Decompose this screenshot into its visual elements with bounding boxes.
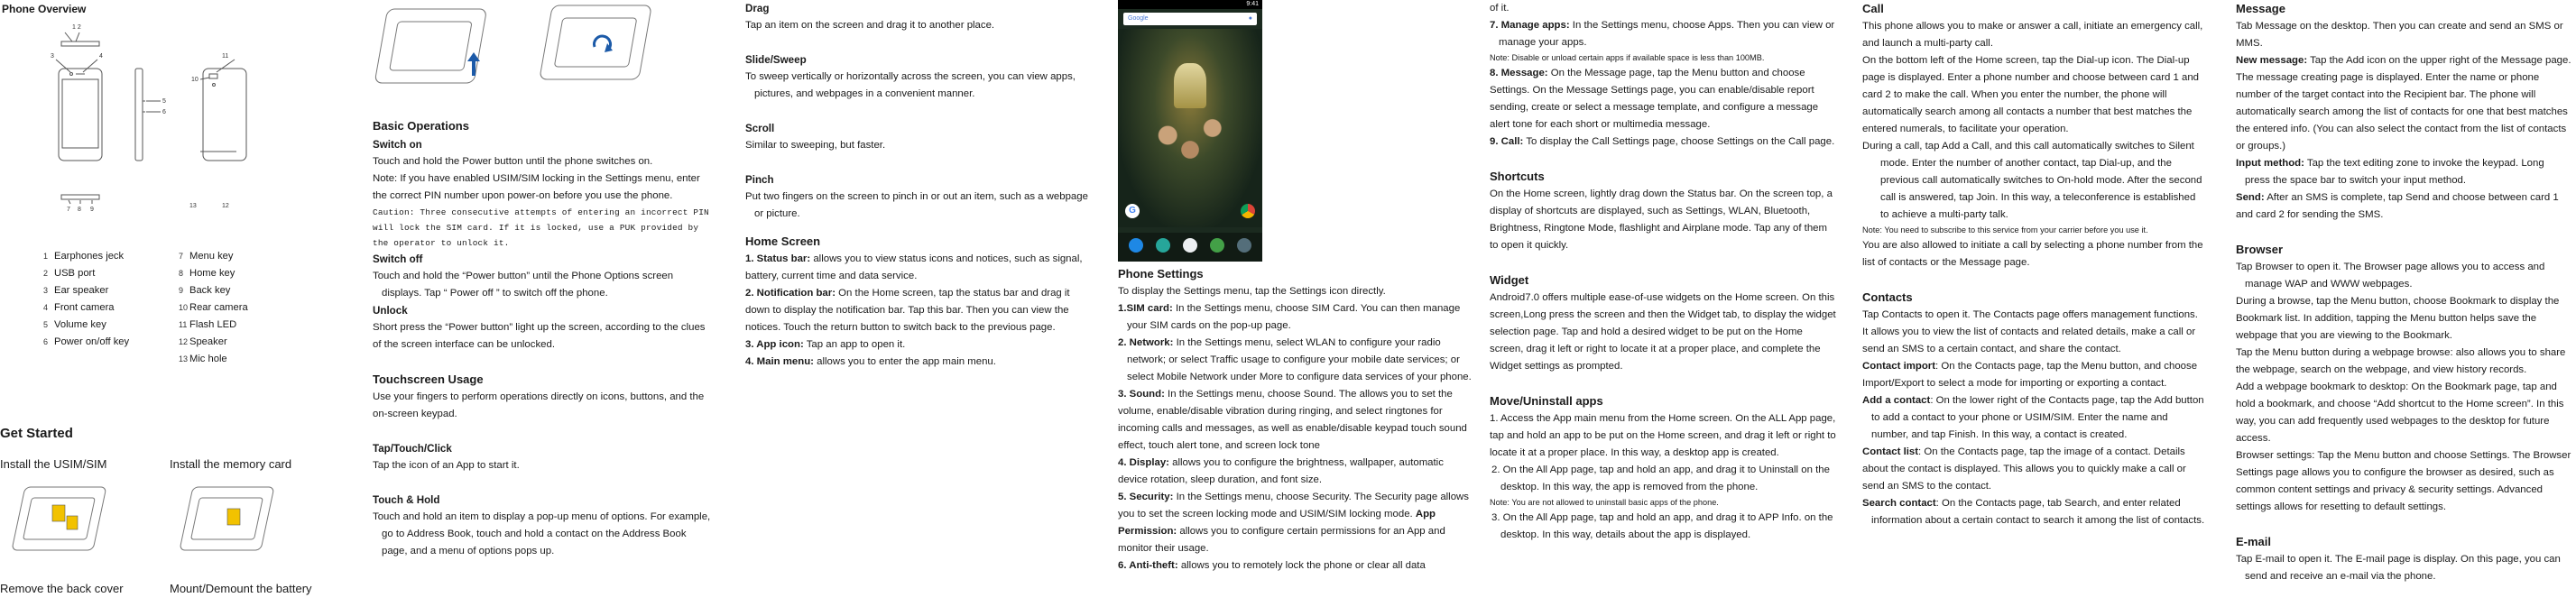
legend-label: Ear speaker	[54, 284, 109, 296]
email-text: Tap E-mail to open it. The E-mail page is display. On this page, you can send and receive an e-mail via the phone.	[2236, 554, 2561, 582]
legend-row	[43, 333, 129, 350]
switch-off-text: Touch and hold the “Power button” until the Phone Options screen displays. Tap “ Power off ” to switch off the phone.	[373, 271, 674, 299]
label-13: 13	[189, 203, 197, 209]
messages-app-icon[interactable]	[1210, 238, 1224, 253]
phone-overview-diagram	[0, 14, 361, 249]
column-phone-overview	[0, 0, 361, 607]
switch-on-note: Note: If you have enabled USIM/SIM locking in the Settings menu, enter the correct PIN number upon power-on before you use the phone.	[373, 173, 700, 201]
browser-text-2: During a browse, tap the Menu button, choose Bookmark to display the Bookmark list. In addition, tapping the Menu button helps save the webpage that you are viewing to the Bookmark.	[2236, 296, 2560, 341]
drag-heading: Drag	[745, 3, 770, 14]
touch-hold-text: Touch and hold an item to display a pop-up menu of options. For example, go to Address Book, touch and hold a contact on the Address Book page, and a menu of options pops up.	[373, 511, 711, 556]
legend-label: Back key	[189, 284, 231, 296]
legend-label: Home key	[189, 267, 235, 279]
scroll-heading: Scroll	[745, 123, 775, 134]
home-screen-item-2: 2. Notification bar: On the Home screen, tap the status bar and drag it down to display the notification bar. Tap this bar. Then you can view the notices. Touch the return button to switch back to the previous page.	[745, 288, 1070, 333]
move-uninstall-heading: Move/Uninstall apps	[1490, 394, 1603, 408]
widget-heading: Widget	[1490, 273, 1529, 287]
legend-row	[43, 281, 129, 299]
call-text-4: You are also allowed to initiate a call by selecting a phone number from the list of contacts or the Message page.	[1862, 240, 2203, 268]
legend-label: Menu key	[189, 250, 234, 262]
label-12: 12	[222, 203, 229, 209]
legend-label: Power on/off key	[54, 336, 130, 347]
install-sim-caption: Install the USIM/SIM	[0, 457, 107, 471]
legend-number: 8	[179, 268, 184, 278]
label-11: 11	[222, 53, 229, 60]
switch-on-heading: Switch on	[373, 139, 422, 151]
drag-text: Tap an item on the screen and drag it to another place.	[745, 20, 995, 31]
contacts-text: Tap Contacts to open it. The Contacts page offers management functions. It allows you to view the list of contacts and related details, make a call or send an SMS to a certain contact, and share the contact.	[1862, 309, 2198, 354]
settings-item-network: 2. Network: In the Settings menu, select WLAN to configure your radio network; or select Traffic usage to configure your mobile date services; or select Mobile Network under More to configure data services of your phone.	[1118, 337, 1472, 382]
remove-cover-caption: Remove the back cover	[0, 582, 124, 595]
legend-number: 3	[43, 285, 49, 295]
settings-item-manage-apps: 7. Manage apps: In the Settings menu, choose Apps. Then you can view or manage your apps.	[1490, 20, 1835, 48]
phone-app-icon[interactable]	[1129, 238, 1143, 253]
mount-battery-caption: Mount/Demount the battery	[170, 582, 312, 595]
legend-row	[179, 281, 248, 299]
legend-row	[43, 299, 129, 316]
legend-label: Front camera	[54, 301, 115, 313]
settings-item-message: 8. Message: On the Message page, tap the Menu button and choose Settings. On the Message Settings page, you can enable/disable report sending, create or select a message template, and configure a message alert tone for each short or multimedia message.	[1490, 68, 1819, 130]
add-contact-text: Add a contact: On the lower right of the Contacts page, tap the Add button to add a contact to your phone or USIM/SIM. Enter the name and number, and tap Finish. In this way, a contact is created.	[1862, 395, 2204, 440]
legend-number: 13	[179, 354, 189, 363]
legend-row	[43, 247, 129, 264]
legend-row	[43, 264, 129, 281]
move-step-1: 1. Access the App main menu from the Home screen. On the ALL App page, tap and hold an app to be put on the Home screen, and drag it left or right to locate it at a proper place. In this way, a desktop app is created.	[1490, 413, 1836, 458]
home-screen-item-1: 1. Status bar: allows you to view status icons and notices, such as signal, battery, current time and data service.	[745, 253, 1083, 281]
label-5: 5	[162, 98, 166, 105]
mock-status-bar	[1118, 0, 1262, 9]
new-message-text: New message: Tap the Add icon on the upper right of the Message page. The message creating page is displayed. Enter the name or phone number of the target contact into the Recipient bar. The phone will automatically search among the list of contacts for one that best matches the entered info. (You can also select the contact from the list of contacts or groups.)	[2236, 55, 2571, 152]
tap-heading: Tap/Touch/Click	[373, 443, 452, 455]
move-note: Note: You are not allowed to uninstall basic apps of the phone.	[1490, 498, 1719, 507]
mock-status-time: 9:41	[1246, 1, 1259, 7]
shortcuts-heading: Shortcuts	[1490, 170, 1545, 183]
crowd-hands	[1134, 106, 1246, 179]
move-step-3: 3. On the All App page, tap and hold an app, and drag it to APP Info. on the desktop. In this way, details about the app is displayed.	[1491, 512, 1833, 540]
settings-item-call: 9. Call: To display the Call Settings page, choose Settings on the Call page.	[1490, 136, 1835, 147]
legend-label: USB port	[54, 267, 96, 279]
legend-label: Rear camera	[189, 301, 248, 313]
browser-heading: Browser	[2236, 243, 2284, 256]
label-4: 4	[99, 53, 103, 60]
input-method-text: Input method: Tap the text editing zone to invoke the keypad. Long press the space bar to switch your input method.	[2236, 158, 2544, 186]
phone-side-outline	[135, 69, 143, 161]
message-heading: Message	[2236, 2, 2285, 15]
sim-install-illustration	[9, 478, 135, 564]
legend-label: Speaker	[189, 336, 227, 347]
manage-apps-note: Note: Disable or unload certain apps if available space is less than 100MB.	[1490, 53, 1765, 62]
column-gestures-home	[745, 0, 1097, 607]
home-screen-heading: Home Screen	[745, 235, 821, 248]
trophy-shape	[1174, 63, 1206, 108]
legend-right	[179, 247, 248, 367]
message-text: Tab Message on the desktop. Then you can create and send an SMS or MMS.	[2236, 21, 2563, 49]
legend-number: 10	[179, 302, 189, 312]
install-memory-caption: Install the memory card	[170, 457, 292, 471]
get-started-title: Get Started	[0, 426, 73, 441]
legend-label: Earphones jeck	[54, 250, 125, 262]
settings-item-anti-theft: 6. Anti-theft: allows you to remotely lock the phone or clear all data	[1118, 560, 1426, 571]
email-heading: E-mail	[2236, 535, 2272, 548]
call-heading: Call	[1862, 2, 1884, 15]
google-app-icon[interactable]: G	[1125, 204, 1140, 218]
touchscreen-usage-heading: Touchscreen Usage	[373, 372, 484, 386]
browser-text-4: Add a webpage bookmark to desktop: On the Bookmark page, tap and hold a bookmark, and choose “Add shortcut to the Home screen”. In this way, you can add frequently used webpages to the desktop for future access.	[2236, 382, 2564, 444]
call-note: Note: You need to subscribe to this service from your carrier before you use it.	[1862, 225, 2148, 235]
legend-label: Flash LED	[189, 318, 237, 330]
back-cover-illustrations	[373, 2, 720, 101]
tap-text: Tap the icon of an App to start it.	[373, 460, 520, 471]
legend-row	[179, 350, 248, 367]
legend-number: 11	[179, 319, 188, 329]
contact-list-text: Contact list: On the Contacts page, tap the image of a contact. Details about the contact is displayed. This allows you to quickly make a call or send an SMS to the contact.	[1862, 446, 2186, 492]
contact-import-text: Contact import: On the Contacts page, tap the Menu button, and choose Import/Export to select a mode for importing or exporting a contact.	[1862, 361, 2198, 389]
basic-operations-heading: Basic Operations	[373, 119, 469, 133]
call-text-2: On the bottom left of the Home screen, tap the Dial-up icon. The Dial-up page is displayed. Enter a phone number and choose between card 1 and card 2 to make the call. When you enter the number, the phone will automatically search among all contacts a number that best matches the entered numerals, to facilitate your operation.	[1862, 55, 2199, 134]
phone-settings-intro: To display the Settings menu, tap the Settings icon directly.	[1118, 286, 1386, 297]
switch-on-text: Touch and hold the Power button until the phone switches on.	[373, 156, 653, 167]
legend-label: Mic hole	[189, 353, 227, 364]
home-screen-item-4: 4. Main menu: allows you to enter the app main menu.	[745, 356, 996, 367]
mock-search-bar[interactable]	[1123, 13, 1257, 25]
settings-item-sound: 3. Sound: In the Settings menu, choose Sound. The allows you to set the volume, enable/disable vibration during ringing, and select ringtones for incoming calls and messages, as well as enable/disable keypad touch sound effect, touch alert tone, and screen lock tone	[1118, 389, 1467, 451]
phone-overview-title: Phone Overview	[2, 3, 87, 15]
home-screen-mockup	[1118, 0, 1262, 262]
caution-text: Caution: Three consecutive attempts of entering an incorrect PIN will lock the SIM card. If it is locked, use a PUK provided by the operator to unlock it.	[373, 207, 709, 248]
legend-row	[43, 316, 129, 333]
legend-number: 2	[43, 268, 49, 278]
phone-bottom-outline	[61, 195, 99, 199]
slide-heading: Slide/Sweep	[745, 54, 807, 66]
phone-back-outline	[203, 69, 246, 161]
column-basic-operations	[373, 0, 720, 607]
legend-number: 1	[43, 251, 49, 261]
legend-label: Volume key	[54, 318, 106, 330]
column-phone-settings	[1118, 0, 1479, 607]
legend-number: 12	[179, 336, 189, 346]
widget-text: Android7.0 offers multiple ease-of-use widgets on the Home screen. On this screen,Long press the screen and then the Widget tab, to display the widget selection page. Tap and hold a desired widget to be put on the Home screen, drag it left or right to locate it at a proper place, and complete the Widget settings as prompted.	[1490, 292, 1836, 372]
legend-number: 9	[179, 285, 184, 295]
home-screen-item-3: 3. App icon: Tap an app to open it.	[745, 339, 906, 350]
call-text-3: During a call, tap Add a Call, and this call automatically switches to Silent mode. Enter the number of another contact, tap Dial-up, and the previous call automatically switches to On-hold mode. After the second call is answered, tap Join. In this way, a teleconference is established to achieve a multi-party talk.	[1862, 141, 2202, 220]
legend-left	[43, 247, 129, 350]
legend-row	[179, 247, 248, 264]
apps-menu-icon[interactable]	[1183, 238, 1197, 253]
chrome-app-icon[interactable]	[1241, 204, 1255, 218]
column-settings-cont	[1490, 0, 1842, 607]
mock-search-brand: Google	[1128, 15, 1149, 22]
settings-item-sim: 1.SIM card: In the Settings menu, choose SIM Card. You can then manage your SIM cards on the pop-up page.	[1118, 303, 1461, 331]
legend-row	[179, 264, 248, 281]
camera-app-icon[interactable]	[1237, 238, 1251, 253]
settings-item-security: 5. Security: In the Settings menu, choose Security. The Security page allows you to set the screen locking mode and USIM/SIM locking mode. App Permission: allows you to configure certain permissions for an App and monitor their usage.	[1118, 492, 1469, 554]
arrow-up-icon	[467, 52, 480, 76]
browser-text-5: Browser settings: Tap the Menu button and choose Settings. The Browser Settings page allows you to configure the browser as desired, such as common content settings and privacy & security settings. Advanced settings allows for resetting to default settings.	[2236, 450, 2571, 512]
label-3: 3	[51, 53, 54, 60]
memory-install-illustration	[177, 478, 303, 564]
switch-off-heading: Switch off	[373, 253, 423, 265]
contacts-app-icon[interactable]	[1156, 238, 1170, 253]
legend-row	[179, 299, 248, 316]
shortcuts-text: On the Home screen, lightly drag down the Status bar. On the screen top, a display of shortcuts are displayed, such as Settings, WLAN, Bluetooth, Brightness, Ringtone Mode, flashlight and Airplane mode. Tap any of them to open it quickly.	[1490, 189, 1833, 251]
unlock-heading: Unlock	[373, 305, 408, 317]
legend-number: 7	[179, 251, 184, 261]
phone-front-outline	[59, 69, 102, 161]
continued-text: of it.	[1490, 3, 1510, 14]
browser-text-1: Tap Browser to open it. The Browser page allows you to access and manage WAP and WWW webpages.	[2236, 262, 2545, 290]
legend-row	[179, 316, 248, 333]
legend-number: 4	[43, 302, 49, 312]
search-contact-text: Search contact: On the Contacts page, tab Search, and enter related information about a certain contact to search it among the list of contacts.	[1862, 498, 2205, 526]
pinch-text: Put two fingers on the screen to pinch in or out an item, such as a webpage or picture.	[745, 191, 1088, 219]
column-message-browser	[2236, 0, 2576, 607]
slide-text: To sweep vertically or horizontally across the screen, you can view apps, pictures, and webpages in a convenient manner.	[745, 71, 1076, 99]
scroll-text: Similar to sweeping, but faster.	[745, 140, 886, 151]
touch-hold-heading: Touch & Hold	[373, 494, 440, 506]
label-10: 10	[191, 77, 199, 83]
unlock-text: Short press the “Power button” light up the screen, according to the clues of the screen interface can be unlocked.	[373, 322, 706, 350]
legend-number: 5	[43, 319, 49, 329]
label-8: 8	[78, 207, 81, 213]
send-text: Send: After an SMS is complete, tap Send and choose between card 1 and card 2 for sending the SMS.	[2236, 192, 2559, 220]
browser-text-3: Tap the Menu button during a webpage browse: also allows you to share the webpage, search on the webpage, and view history records.	[2236, 347, 2566, 375]
settings-item-display: 4. Display: allows you to configure the brightness, wallpaper, automatic device rotation, sleep duration, and font size.	[1118, 457, 1444, 485]
pinch-heading: Pinch	[745, 174, 774, 186]
label-1-2: 1 2	[72, 24, 81, 31]
column-call-contacts	[1862, 0, 2214, 607]
legend-number: 6	[43, 336, 49, 346]
phone-top-outline	[61, 41, 99, 46]
phone-settings-heading: Phone Settings	[1118, 267, 1204, 281]
mic-icon: ●	[1248, 15, 1252, 22]
label-9: 9	[90, 207, 94, 213]
contacts-heading: Contacts	[1862, 290, 1913, 304]
touchscreen-text: Use your fingers to perform operations directly on icons, buttons, and the on-screen keypad.	[373, 391, 705, 419]
legend-row	[179, 333, 248, 350]
label-7: 7	[67, 207, 70, 213]
label-6: 6	[162, 109, 166, 115]
call-text-1: This phone allows you to make or answer a call, initiate an emergency call, and launch a multi-party call.	[1862, 21, 2203, 49]
move-step-2: 2. On the All App page, tap and hold an app, and drag it to Uninstall on the desktop. In this way, the app is removed from the phone.	[1491, 464, 1830, 492]
